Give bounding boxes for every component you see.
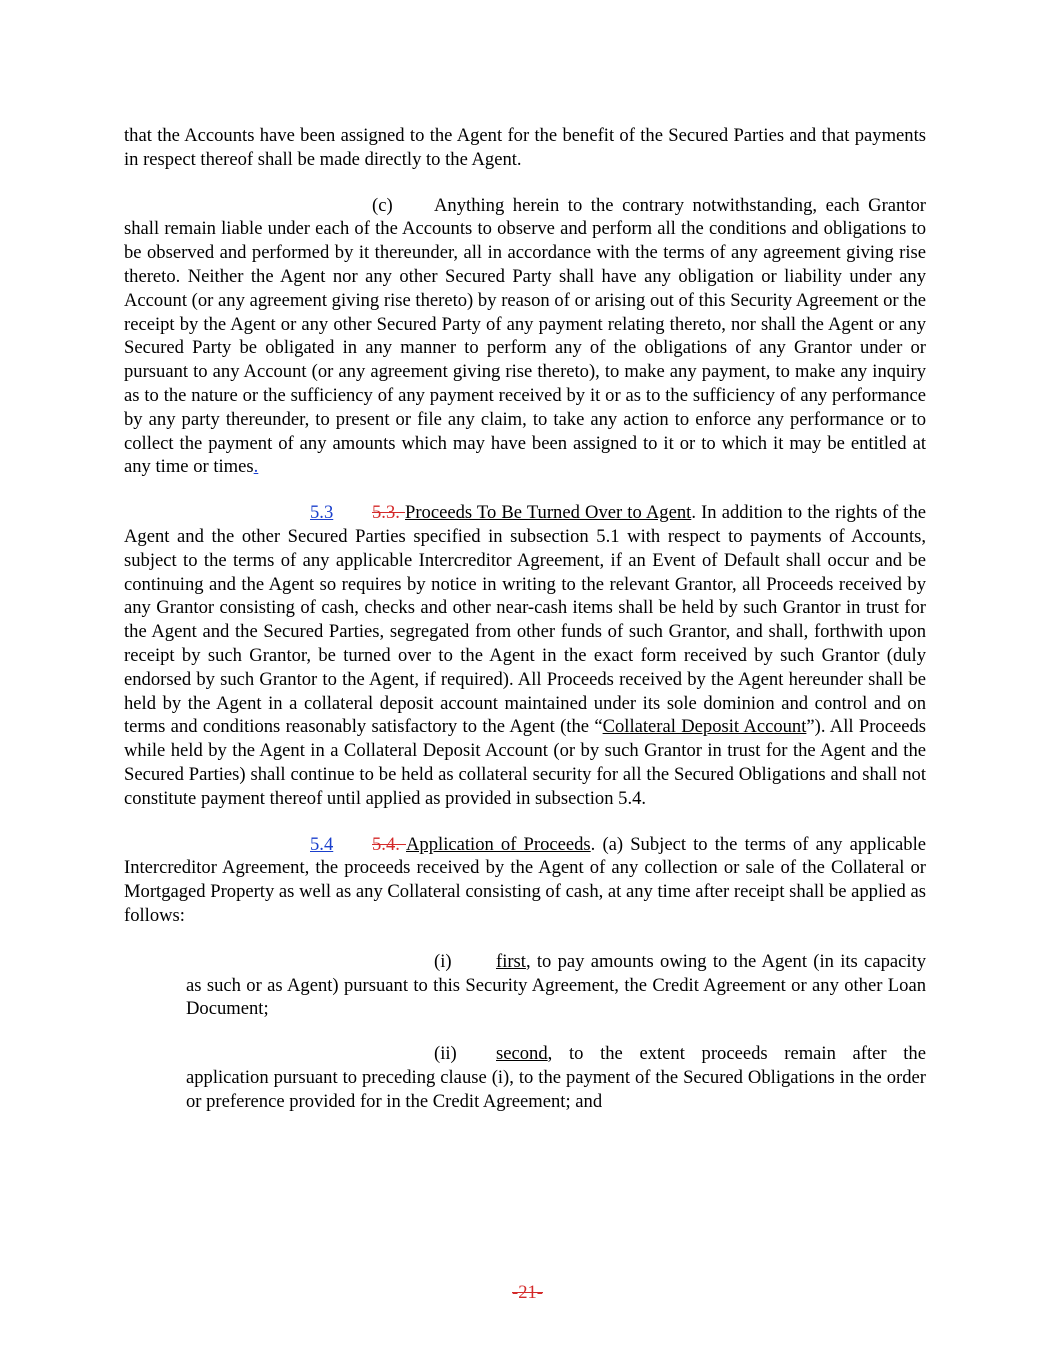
clause-i-text: , to pay amounts owing to the Agent (in its capacity as such or as Agent) pursuant to this Security Agreement, the Credit Agreement or any other Loan Document; — [186, 950, 926, 1020]
paragraph-continuation: that the Accounts have been assigned to the Agent for the benefit of the Secured Parties and that payments in respect thereof shall be made directly to the Agent. — [124, 125, 926, 170]
section-5-4-text: . (a) Subject to the terms of any applicable Intercreditor Agreement, the proceeds received by the Agent of any collection or sale of the Collateral or Mortgaged Property as well as any Collateral consisting of cash, at any time after receipt shall be applied as follows: — [124, 833, 927, 926]
section-5-3-heading: Proceeds To Be Turned Over to Agent — [405, 502, 692, 524]
document-page — [124, 124, 926, 1113]
clause-i — [124, 950, 926, 1021]
section-5-3 — [124, 501, 926, 810]
clause-i-marker: (i) — [434, 950, 452, 972]
clause-ii-keyword: second — [496, 1043, 548, 1065]
defined-term-collateral-deposit-account: Collateral Deposit Account — [602, 716, 807, 738]
clause-ii-text: , to the extent proceeds remain after the application pursuant to preceding clause (i), to the payment of the Secured Obligations in the order or preference provided for in the Credit Agreement; and — [186, 1043, 926, 1112]
section-5-3-text-end: ”). All Proceeds while held by the Agent in a Collateral Deposit Account (or by such Grantor in trust for the Agent and the Secured Parties) shall continue to be held as collateral security for all the Secured Obligations and shall not constitute payment thereof until applied as provided in subsection 5.4. — [124, 716, 926, 809]
section-5-3-number[interactable]: 5.3 — [310, 502, 334, 524]
paragraph-c — [124, 194, 926, 480]
paragraph-c-text: Anything herein to the contrary notwithstanding, each Grantor shall remain liable under each of the Accounts to observe and perform all the conditions and obligations to be observed and performed by it thereunder, all in accordance with the terms of any agreement giving rise thereto. Neither the Agent nor any other Secured Party shall have any obligation or liability under any Account (or any agreement giving rise thereto) by reason of or arising out of this Security Agreement or the receipt by the Agent or any other Secured Party of any payment relating thereto, nor shall the Agent or any Secured Party be obligated in any manner to perform any of the obligations of any Grantor under or pursuant to any Account (or any agreement giving rise thereto), to make any payment, to make any inquiry as to the nature or the sufficiency of any payment received by it or as to the sufficiency of any performance by any party thereunder, to present or file any claim, to take any action to enforce any performance or to collect the payment of any amounts which may have been assigned to it or to which it may be entitled at any time or times — [124, 194, 926, 478]
page-number: -21- — [512, 1282, 543, 1303]
clause-i-keyword: first — [496, 950, 526, 972]
inserted-period: . — [253, 456, 259, 478]
section-5-3-deleted-number: 5.3. — [372, 502, 406, 524]
section-5-4-deleted-number: 5.4. — [372, 833, 406, 855]
section-5-4-number[interactable]: 5.4 — [310, 833, 334, 855]
clause-ii-marker: (ii) — [434, 1043, 457, 1065]
section-5-4-heading: Application of Proceeds — [406, 833, 591, 855]
section-5-3-text: . In addition to the rights of the Agent and the other Secured Parties specified in subsection 5.1 with respect to payments of Accounts, subject to the terms of any applicable Intercreditor Agreement, if an Event of Default shall occur and be continuing and the Agent so requires by notice in writing to the relevant Grantor, all Proceeds received by any Grantor consisting of cash, checks and other near-cash items shall be held by such Grantor in trust for the Agent and the Secured Parties, segregated from other funds of such Grantor, and shall, forthwith upon receipt by such Grantor, be turned over to the Agent in the exact form received by such Grantor (duly endorsed by such Grantor to the Agent, if required). All Proceeds received by the Agent hereunder shall be held by the Agent in a collateral deposit account maintained under its sole dominion and control and on terms and conditions reasonably satisfactory to the Agent (the “ — [124, 502, 926, 738]
section-5-4 — [124, 833, 926, 928]
clause-ii — [124, 1042, 926, 1113]
paragraph-c-marker: (c) — [372, 194, 393, 216]
